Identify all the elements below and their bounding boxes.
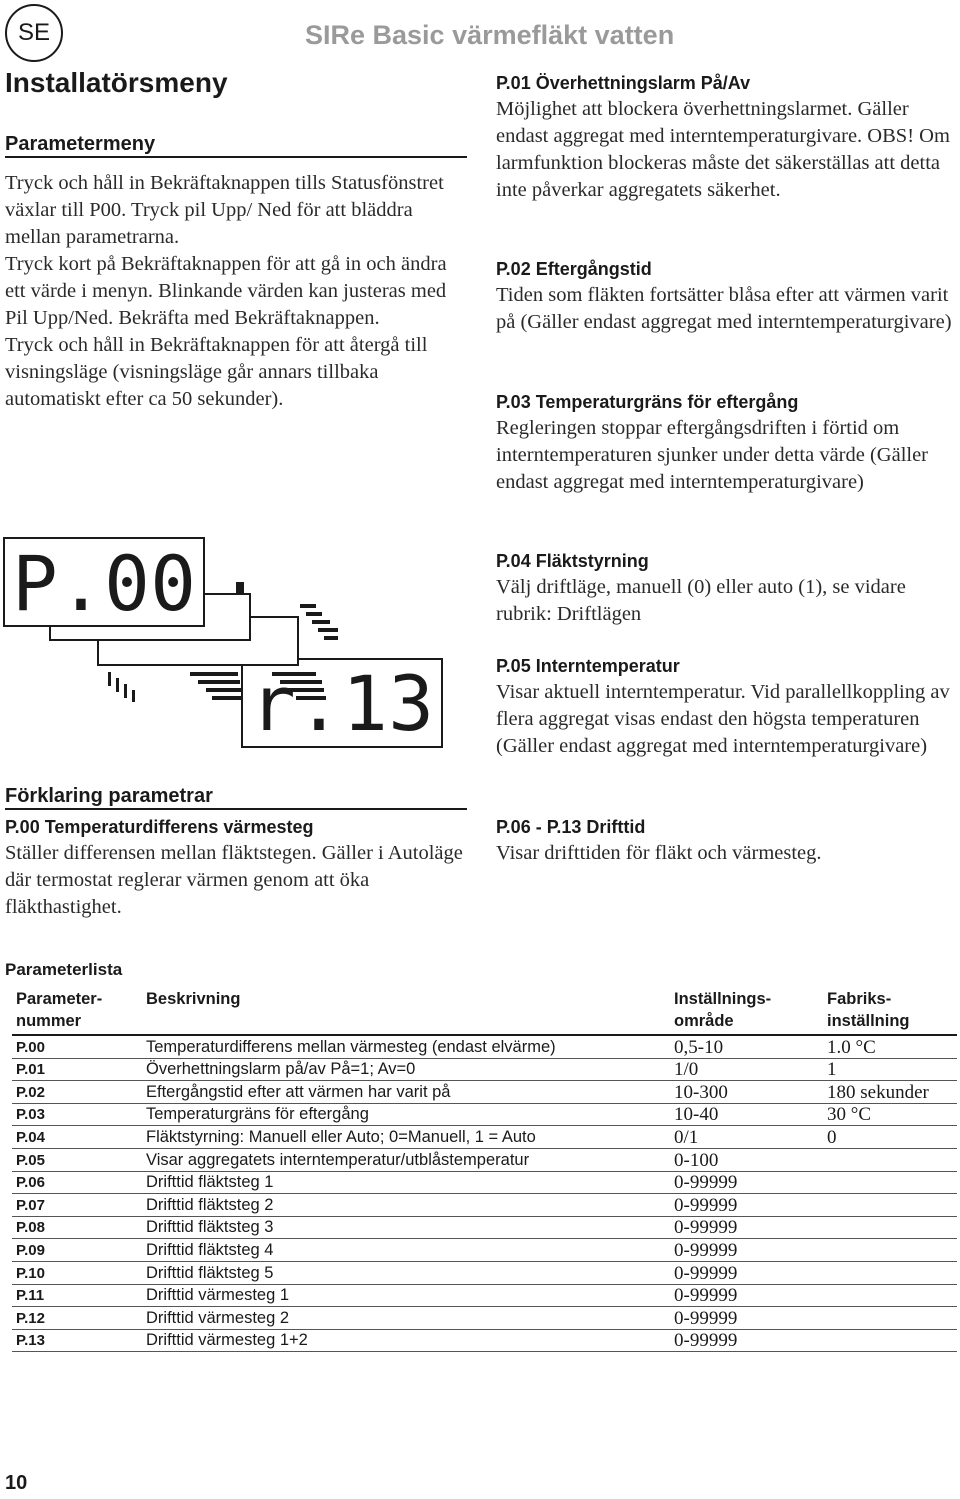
table-row: P.03 Temperaturgräns för eftergång 10-40 30 °C xyxy=(12,1103,957,1126)
param-p04-description: Välj driftläge, manuell (0) eller auto (1), se vidare rubrik: Driftlägen xyxy=(496,576,906,625)
parametermeny-rule xyxy=(5,156,467,158)
param-p06-p13-description: Visar drifttiden för fläkt och värmesteg. xyxy=(496,842,822,864)
param-p00-description: Ställer differensen mellan fläktstegen. Gäller i Autoläge där termostat reglerar värmen genom att öka fläkthastighet. xyxy=(5,842,463,918)
display-front-readout: P.00 xyxy=(12,539,196,628)
param-p04-title: P.04 Fläktstyrning xyxy=(496,551,649,571)
table-row: P.09 Drifttid fläktsteg 4 0-99999 xyxy=(12,1239,957,1262)
header-fabriksinstallning: Fabriks- inställning xyxy=(823,986,957,1035)
table-row: P.04 Fläktstyrning: Manuell eller Auto; 0=Manuell, 1 = Auto 0/1 0 xyxy=(12,1126,957,1149)
parametermeny-text xyxy=(5,170,467,413)
header-installningsomrade: Inställnings- område xyxy=(670,986,823,1035)
parametermeny-paragraph-3: Tryck och håll in Bekräftaknappen för att återgå till visningsläge (visningsläge går annars tillbaka automatiskt efter ca 50 sekunder). xyxy=(5,334,428,410)
table-row: P.08 Drifttid fläktsteg 3 0-99999 xyxy=(12,1216,957,1239)
param-p05 xyxy=(496,653,958,760)
forklaring-rule xyxy=(5,808,467,810)
param-p02-title: P.02 Eftergångstid xyxy=(496,259,652,279)
parameterlista-caption: Parameterlista xyxy=(5,960,123,979)
display-stack-illustration xyxy=(0,532,470,782)
table-row: P.10 Drifttid fläktsteg 5 0-99999 xyxy=(12,1261,957,1284)
param-p00 xyxy=(5,814,467,921)
param-p02 xyxy=(496,256,958,336)
display-back-readout: r.13 xyxy=(250,659,434,748)
param-p01-title: P.01 Överhettningslarm På/Av xyxy=(496,73,751,93)
param-p03-title: P.03 Temperaturgräns för eftergång xyxy=(496,392,799,412)
table-row: P.06 Drifttid fläktsteg 1 0-99999 xyxy=(12,1171,957,1194)
parametermeny-paragraph-2: Tryck kort på Bekräftaknappen för att gå in och ändra ett värde i menyn. Blinkande värden kan justeras med Pil Upp/Ned. Bekräfta med Bekräftaknappen. xyxy=(5,253,447,329)
table-row: P.02 Eftergångstid efter att värmen har varit på 10-300 180 sekunder xyxy=(12,1081,957,1104)
forklaring-heading: Förklaring parametrar xyxy=(5,785,213,807)
parameter-table-header xyxy=(12,986,957,1035)
header-beskrivning: Beskrivning xyxy=(142,986,670,1035)
param-p02-description: Tiden som fläkten fortsätter blåsa efter att värmen varit på (Gäller endast aggregat med interntemperaturgivare) xyxy=(496,284,952,333)
param-p06-p13 xyxy=(496,814,958,867)
param-p05-title: P.05 Interntemperatur xyxy=(496,656,680,676)
table-row: P.00 Temperaturdifferens mellan värmesteg (endast elvärme) 0,5-10 1.0 °C xyxy=(12,1035,957,1058)
param-p03 xyxy=(496,389,958,496)
table-row: P.11 Drifttid värmesteg 1 0-99999 xyxy=(12,1284,957,1307)
language-badge: SE xyxy=(5,4,63,62)
table-row: P.12 Drifttid värmesteg 2 0-99999 xyxy=(12,1307,957,1330)
parametermeny-paragraph-1: Tryck och håll in Bekräftaknappen tills Statusfönstret växlar till P00. Tryck pil Upp/ Ned för att bläddra mellan parametrarna. xyxy=(5,172,444,248)
parameter-table xyxy=(12,986,957,1352)
param-p06-p13-title: P.06 - P.13 Drifttid xyxy=(496,817,646,837)
table-row: P.07 Drifttid fläktsteg 2 0-99999 xyxy=(12,1194,957,1217)
parametermeny-heading: Parametermeny xyxy=(5,133,156,155)
param-p01-description: Möjlighet att blockera överhettningslarmet. Gäller endast aggregat med interntemperaturgivare. OBS! Om larmfunktion blockeras måste det säkerställas att detta inte påverkar aggregatets säkerhet. xyxy=(496,98,950,201)
page-number: 10 xyxy=(5,1472,28,1494)
document-title: SIRe Basic värmefläkt vatten xyxy=(305,20,675,50)
section-title: Installatörsmeny xyxy=(5,67,228,98)
param-p00-title: P.00 Temperaturdifferens värmesteg xyxy=(5,817,314,837)
table-row: P.01 Överhettningslarm på/av På=1; Av=0 1/0 1 xyxy=(12,1058,957,1081)
param-p03-description: Regleringen stoppar eftergångsdriften i förtid om interntemperaturen sjunker under detta värde (Gäller endast aggregat med interntemperaturgivare) xyxy=(496,417,929,493)
param-p05-description: Visar aktuell interntemperatur. Vid parallellkoppling av flera aggregat visas endast den högsta temperaturen (Gäller endast aggregat med interntemperaturgivare) xyxy=(496,681,950,757)
param-p01 xyxy=(496,70,958,204)
param-p04 xyxy=(496,548,958,628)
table-row: P.05 Visar aggregatets interntemperatur/utblåstemperatur 0-100 xyxy=(12,1148,957,1171)
table-row: P.13 Drifttid värmesteg 1+2 0-99999 xyxy=(12,1329,957,1352)
header-parameternummer: Parameter- nummer xyxy=(12,986,142,1035)
